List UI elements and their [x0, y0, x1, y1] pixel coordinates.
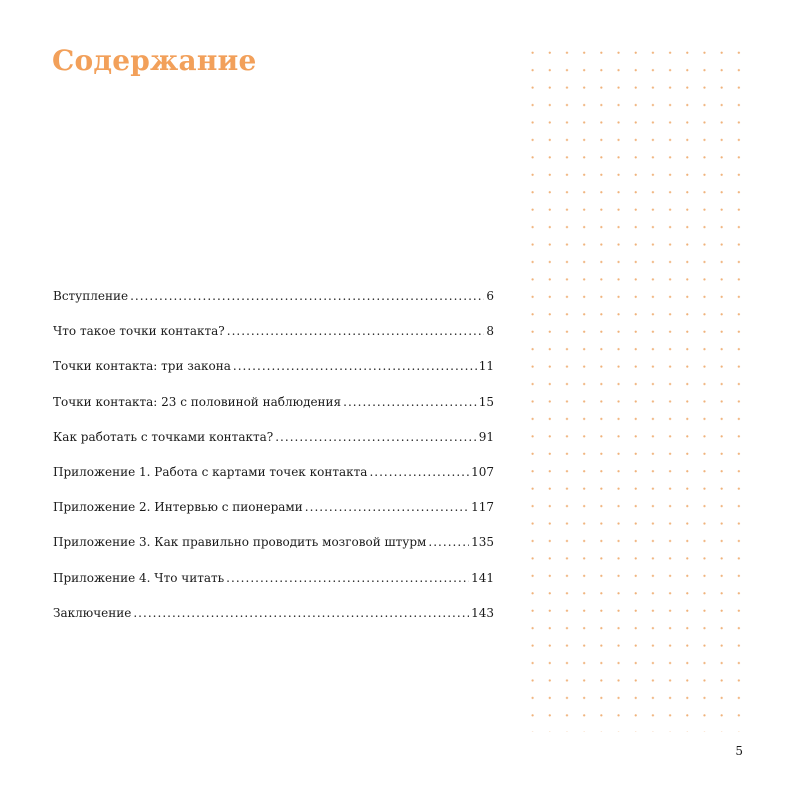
- toc-entry-title: Вступление: [53, 289, 129, 303]
- toc-page-number: 117: [471, 500, 494, 515]
- toc-page-number: 91: [478, 429, 494, 444]
- toc-dot-leader: [343, 388, 477, 416]
- toc-page-number: 11: [478, 359, 494, 374]
- toc-entry-title: Приложение 4. Что читать: [53, 570, 225, 585]
- toc-entry-title: Приложение 3. Как правильно проводить мозговой штурм: [53, 535, 427, 550]
- toc-entry-title: Приложение 1. Работа с картами точек контакта: [53, 464, 368, 479]
- toc-entry[interactable]: [53, 458, 494, 493]
- toc-entry[interactable]: [53, 493, 494, 528]
- toc-entry-title: Как работать с точками контакта?: [53, 429, 274, 444]
- table-of-contents: [53, 282, 494, 634]
- page-title: Содержание: [52, 44, 257, 77]
- toc-dot-leader: [130, 282, 484, 310]
- toc-entry-title: Что такое точки контакта?: [53, 324, 225, 339]
- toc-entry-title: Точки контакта: 23 с половиной наблюдения: [53, 394, 342, 409]
- toc-dot-leader: [233, 352, 477, 380]
- toc-page-number: 135: [471, 535, 494, 550]
- toc-dot-leader: [369, 458, 469, 486]
- decorative-dot-grid: [524, 44, 748, 732]
- toc-page-number: 107: [471, 464, 494, 479]
- toc-page-number: 141: [471, 570, 494, 585]
- toc-page-number: 6: [486, 289, 494, 303]
- toc-entry-title: Приложение 2. Интервью с пионерами: [53, 500, 303, 515]
- toc-page-number: 15: [478, 394, 494, 409]
- toc-entry-title: Точки контакта: три закона: [53, 359, 231, 374]
- toc-entry[interactable]: [53, 388, 494, 423]
- toc-entry[interactable]: [53, 564, 494, 599]
- toc-entry[interactable]: [53, 317, 494, 352]
- toc-dot-leader: [428, 528, 469, 556]
- toc-entry[interactable]: [53, 599, 494, 634]
- toc-page-number: 143: [471, 605, 494, 620]
- toc-dot-leader: [227, 317, 485, 345]
- page-number: 5: [735, 744, 743, 758]
- toc-dot-leader: [226, 564, 469, 592]
- toc-entry-title: Заключение: [53, 605, 132, 620]
- toc-dot-leader: [275, 423, 477, 451]
- toc-entry[interactable]: [53, 528, 494, 563]
- toc-entry[interactable]: [53, 282, 494, 317]
- toc-entry[interactable]: [53, 423, 494, 458]
- toc-dot-leader: [305, 493, 469, 521]
- toc-page-number: 8: [486, 324, 494, 339]
- toc-dot-leader: [133, 599, 469, 627]
- toc-entry[interactable]: [53, 352, 494, 387]
